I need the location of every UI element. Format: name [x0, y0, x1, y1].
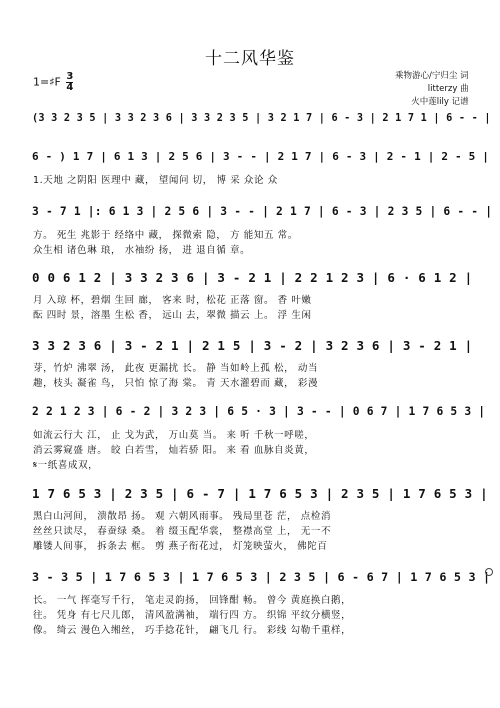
lyric-line: 像。 绮云 漫色入缃丝， 巧手捻花针， 翩飞几 行。 彩线 勾勒千重样，	[33, 625, 352, 636]
music-row: 3 - 7 1 |: 6 1 3 | 2 5 6 | 3 - - | 2 1 7 | 6 - 3 | 2 3 5 | 6 - - |	[32, 205, 493, 218]
time-sig-top: 3	[66, 71, 74, 82]
lyric-line: 往。 凭身 有七尺儿郎， 清风盈满袖， 端行四 方。 织锦 平纹分横竖，	[33, 610, 352, 621]
credit-transcriber: 火中莲lily 记谱	[411, 97, 469, 107]
lyric-line: 雕镂人间事， 拆条去 框。 剪 燕子衔花过， 灯笼映萤火， 佛陀百	[33, 541, 328, 552]
repeat-circle-icon	[485, 568, 493, 576]
key-signature	[33, 72, 73, 93]
music-row: 0 0 6 1 2 | 3 3 2 3 6 | 3 - 2 1 | 2 2 1 2 3 | 6 · 6 1 2 |	[32, 270, 473, 285]
music-row: 3 3 2 3 6 | 3 - 2 1 | 2 1 5 | 3 - 2 | 3 2 3 6 | 3 - 2 1 |	[32, 338, 473, 353]
lyric-line: 如流云行大 江， 止 戈为武， 万山莫 当。 来 听 千秋一呼嗟，	[33, 430, 315, 441]
lyric-line: 长。 一气 挥毫写千行， 笔走灵韵扬， 回锋酣 畅。 曾今 黄庭换白鹅，	[33, 595, 352, 606]
music-row: 1 7 6 5 3 | 2 3 5 | 6 - 7 | 1 7 6 5 3 | 2 3 5 | 1 7 6 5 3 |	[32, 486, 488, 501]
music-row: 6 - ) 1 7 | 6 1 3 | 2 5 6 | 3 - - | 2 1 7 | 6 - 3 | 2 - 1 | 2 - 5 |	[32, 150, 490, 163]
music-row: 2 2 1 2 3 | 6 - 2 | 3 2 3 | 6 5 · 3 | 3 - - | 0 6 7 | 1 7 6 5 3 |	[32, 405, 486, 418]
lyric-line: 黑白山河间， 溃散昂 扬。 观 六朝风雨事。 残局里苍 茫， 点检消	[33, 511, 332, 522]
lyric-line: 丝丝只读尽， 春蚕绿 桑。 着 缀玉配华裳， 整襟高堂 上， 无一不	[33, 526, 332, 537]
lyric-line: 𝄋一纸喜成双，	[33, 460, 99, 471]
lyric-line: 方。 死生 兆影于 经络中 藏， 探微索 隐， 方 能知五 常。	[33, 230, 298, 241]
credits	[395, 70, 469, 109]
music-row: (3 3 2 3 5 | 3 3 2 3 6 | 3 3 2 3 5 | 3 2 1 7 | 6 - 3 | 2 1 7 1 | 6 - - |	[32, 112, 491, 124]
lyric-line: 酝 四时 景，溶墨 生松 香， 远山 去，翠微 描云 上。 浮 生闲	[33, 310, 312, 321]
credit-lyricist: 乘物游心/宁归尘 词	[395, 71, 469, 81]
lyric-line: 趣，枝头 凝雀 鸟， 只怕 惊了海 棠。 青 天水灌碧而 藏， 彩漫	[33, 378, 319, 389]
music-row: 3 - 3 5 | 1 7 6 5 3 | 1 7 6 5 3 | 2 3 5 | 6 - 6 7 | 1 7 6 5 3 |	[32, 570, 491, 584]
lyric-line: 1.天地 之阴阳 医理中 藏， 望闻问 切， 博 采 众论 众	[33, 175, 278, 186]
lyric-line: 众生相 诸色琳 琅， 水袖纷 扬， 进 退自循 章。	[33, 245, 251, 256]
time-signature	[66, 72, 73, 93]
time-sig-bottom: 4	[66, 82, 74, 93]
lyric-line: 消云雾窥盛 唐。 皎 白若雪， 灿若骄 阳。 来 看 血脉自炎黄，	[33, 445, 315, 456]
lyric-line: 月 入琼 杯，碧烟 生回 廊， 客来 时，松花 正落 窗。 香 叶嫩	[33, 295, 312, 306]
key-label: 1=♯F	[33, 75, 61, 89]
lyric-line: 芽，竹炉 沸翠 汤， 此夜 更漏扰 长。 静 当如岭上孤 松， 动当	[33, 363, 319, 374]
page-title: 十二风华鉴	[205, 49, 295, 69]
credit-composer: litterzy 曲	[427, 84, 469, 94]
